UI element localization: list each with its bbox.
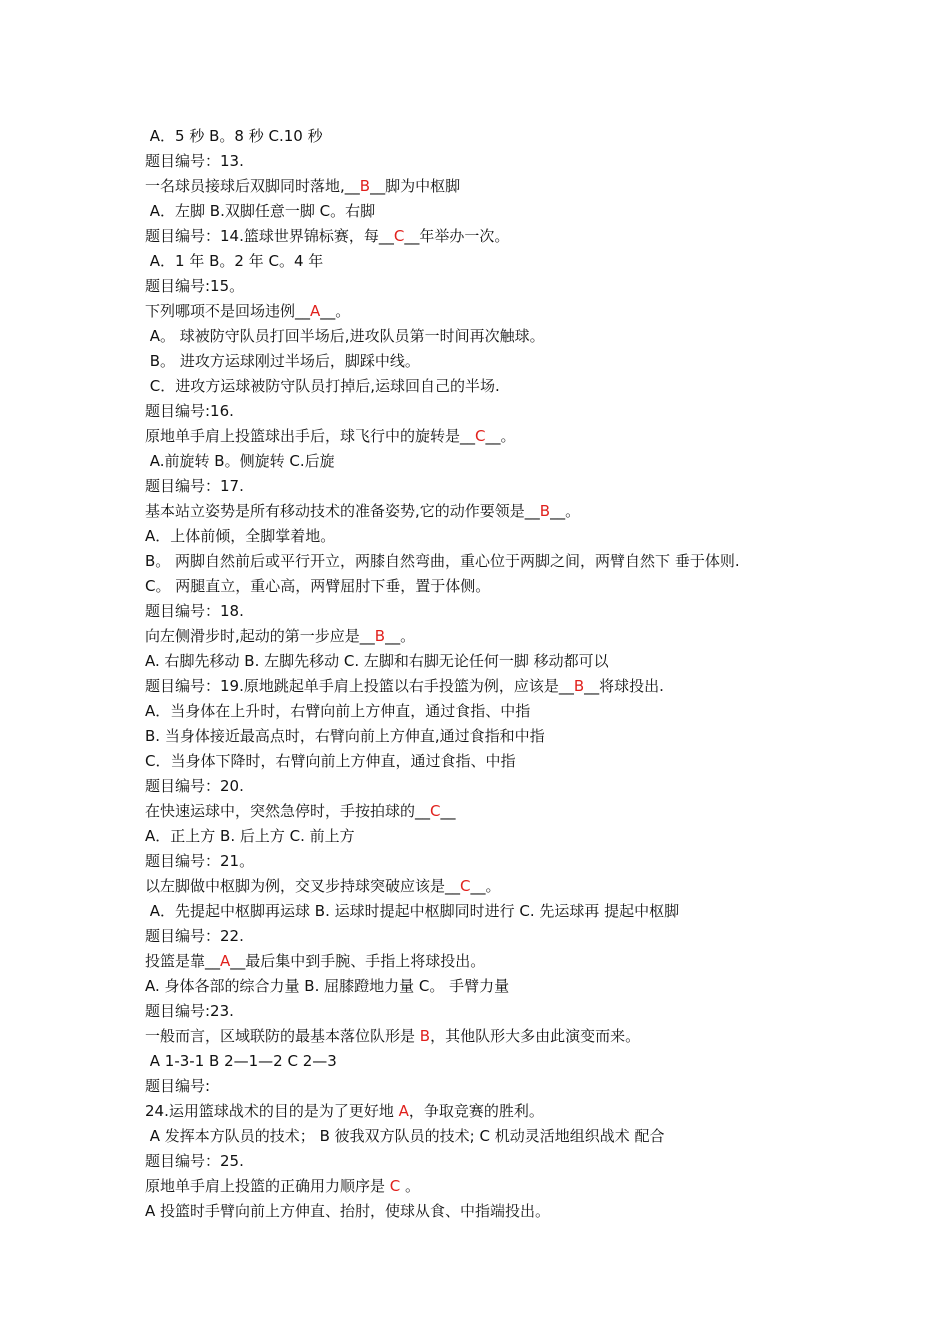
text-line — [145, 899, 865, 924]
text-line — [145, 524, 865, 549]
answer-letter: A — [398, 1102, 409, 1120]
text-segment: 。 — [400, 1177, 421, 1195]
text-line — [145, 149, 865, 174]
text-segment: __。 — [485, 427, 516, 445]
text-segment: A. 右脚先移动 B. 左脚先移动 C. 左脚和右脚无论任何一脚 移动都可以 — [145, 652, 609, 670]
text-line — [145, 749, 865, 774]
text-segment: 题目编号：22. — [145, 927, 244, 945]
text-segment: __。 — [470, 877, 501, 895]
text-segment: __ — [440, 802, 456, 820]
text-line — [145, 949, 865, 974]
text-segment: 题目编号：21。 — [145, 852, 255, 870]
answer-letter: C — [389, 1177, 401, 1195]
text-line — [145, 1124, 865, 1149]
text-segment: 题目编号：25. — [145, 1152, 244, 1170]
text-segment: C．当身体下降时，右臂向前上方伸直，通过食指、中指 — [145, 752, 516, 770]
text-line — [145, 224, 865, 249]
text-segment: 投篮是靠__ — [145, 952, 221, 970]
text-segment: 题目编号:15。 — [145, 277, 245, 295]
text-segment: A．正上方 B. 后上方 C. 前上方 — [145, 827, 355, 845]
answer-letter: C — [475, 427, 486, 445]
text-segment: __。 — [550, 502, 581, 520]
text-segment: B。 进攻方运球刚过半场后，脚踩中线。 — [145, 352, 420, 370]
text-segment: A．上体前倾，全脚掌着地。 — [145, 527, 336, 545]
text-segment: A.前旋转 B。侧旋转 C.后旋 — [145, 452, 335, 470]
text-line — [145, 349, 865, 374]
text-segment: A 1-3-1 B 2—1—2 C 2—3 — [145, 1052, 337, 1070]
text-line — [145, 974, 865, 999]
answer-letter: B — [374, 627, 386, 645]
text-segment: A．先提起中枢脚再运球 B. 运球时提起中枢脚同时进行 C. 先运球再 提起中枢脚 — [145, 902, 680, 920]
text-segment: 原地单手肩上投篮的正确用力顺序是 — [145, 1177, 390, 1195]
text-segment: 题目编号:23. — [145, 1002, 234, 1020]
answer-letter: B — [419, 1027, 431, 1045]
answer-letter: C — [393, 227, 405, 245]
text-line — [145, 1199, 865, 1224]
text-segment: __。 — [385, 627, 416, 645]
text-segment: 题目编号：14.篮球世界锦标赛，每__ — [145, 227, 394, 245]
text-segment: __最后集中到手腕、手指上将球投出。 — [230, 952, 486, 970]
text-line — [145, 249, 865, 274]
text-line — [145, 599, 865, 624]
text-segment: 题目编号:16. — [145, 402, 234, 420]
text-segment: C。 两腿直立，重心高，两臂屈肘下垂，置于体侧。 — [145, 577, 491, 595]
answer-letter: C — [460, 877, 471, 895]
text-segment: A．5 秒 B。8 秒 C.10 秒 — [145, 127, 323, 145]
text-line — [145, 1149, 865, 1174]
text-segment: 24.运用篮球战术的目的是为了更好地 — [145, 1102, 399, 1120]
text-line — [145, 499, 865, 524]
text-line — [145, 624, 865, 649]
text-line — [145, 574, 865, 599]
text-line — [145, 474, 865, 499]
answer-letter: B — [539, 502, 551, 520]
text-segment: 原地单手肩上投篮球出手后，球飞行中的旋转是__ — [145, 427, 476, 445]
text-line — [145, 299, 865, 324]
text-line — [145, 199, 865, 224]
text-segment: B。 两脚自然前后或平行开立，两膝自然弯曲，重心位于两脚之间，两臂自然下 垂于体则. — [145, 552, 740, 570]
text-line — [145, 674, 865, 699]
text-segment: A 投篮时手臂向前上方伸直、抬肘，使球从食、中指端投出。 — [145, 1202, 551, 1220]
answer-letter: B — [359, 177, 371, 195]
text-segment: 一名球员接球后双脚同时落地,__ — [145, 177, 360, 195]
text-line — [145, 324, 865, 349]
document-text — [145, 124, 865, 1224]
text-line — [145, 399, 865, 424]
text-line — [145, 449, 865, 474]
text-line — [145, 374, 865, 399]
text-segment: 以左脚做中枢脚为例，交叉步持球突破应该是__ — [145, 877, 461, 895]
answer-letter: C — [430, 802, 441, 820]
answer-letter: B — [573, 677, 585, 695]
text-line — [145, 724, 865, 749]
text-segment: A. 身体各部的综合力量 B. 屈膝蹬地力量 C。 手臂力量 — [145, 977, 510, 995]
text-segment: __脚为中枢脚 — [370, 177, 461, 195]
text-line — [145, 799, 865, 824]
text-line — [145, 124, 865, 149]
text-segment: 基本站立姿势是所有移动技术的准备姿势,它的动作要领是__ — [145, 502, 540, 520]
text-segment: 题目编号：13. — [145, 152, 244, 170]
answer-letter: A — [220, 952, 231, 970]
text-segment: C．进攻方运球被防守队员打掉后,运球回自己的半场. — [145, 377, 500, 395]
text-segment: A 发挥本方队员的技术； B 彼我双方队员的技术; C 机动灵活地组织战术 配合 — [145, 1127, 665, 1145]
text-segment: 一般而言，区域联防的最基本落位队形是 — [145, 1027, 420, 1045]
text-line — [145, 274, 865, 299]
text-line — [145, 1024, 865, 1049]
text-line — [145, 1174, 865, 1199]
text-line — [145, 699, 865, 724]
text-segment: 题目编号：18. — [145, 602, 244, 620]
text-segment: __年举办一次。 — [404, 227, 510, 245]
text-segment: ，其他队形大多由此演变而来。 — [430, 1027, 641, 1045]
text-segment: 题目编号：17. — [145, 477, 244, 495]
text-segment: ，争取竞赛的胜利。 — [408, 1102, 544, 1120]
text-segment: A．当身体在上升时，右臂向前上方伸直，通过食指、中指 — [145, 702, 531, 720]
text-line — [145, 874, 865, 899]
text-line — [145, 1049, 865, 1074]
text-segment: A．左脚 B.双脚任意一脚 C。右脚 — [145, 202, 376, 220]
text-line — [145, 824, 865, 849]
text-line — [145, 549, 865, 574]
text-line — [145, 924, 865, 949]
text-line — [145, 774, 865, 799]
text-segment: 向左侧滑步时,起动的第一步应是__ — [145, 627, 375, 645]
text-segment: A。 球被防守队员打回半场后,进攻队员第一时间再次触球。 — [145, 327, 545, 345]
text-segment: 题目编号: — [145, 1077, 211, 1095]
text-segment: A．1 年 B。2 年 C。4 年 — [145, 252, 324, 270]
text-segment: __。 — [320, 302, 351, 320]
text-segment: 在快速运球中，突然急停时，手按拍球的__ — [145, 802, 431, 820]
text-segment: 题目编号：19.原地跳起单手肩上投篮以右手投篮为例，应该是__ — [145, 677, 574, 695]
text-segment: B. 当身体接近最高点时，右臂向前上方伸直,通过食指和中指 — [145, 727, 545, 745]
text-segment: __将球投出. — [584, 677, 664, 695]
text-line — [145, 649, 865, 674]
text-line — [145, 1099, 865, 1124]
answer-letter: A — [310, 302, 321, 320]
text-line — [145, 174, 865, 199]
text-segment: 下列哪项不是回场违例__ — [145, 302, 311, 320]
text-line — [145, 849, 865, 874]
text-line — [145, 999, 865, 1024]
text-line — [145, 424, 865, 449]
text-segment: 题目编号：20. — [145, 777, 244, 795]
text-line — [145, 1074, 865, 1099]
